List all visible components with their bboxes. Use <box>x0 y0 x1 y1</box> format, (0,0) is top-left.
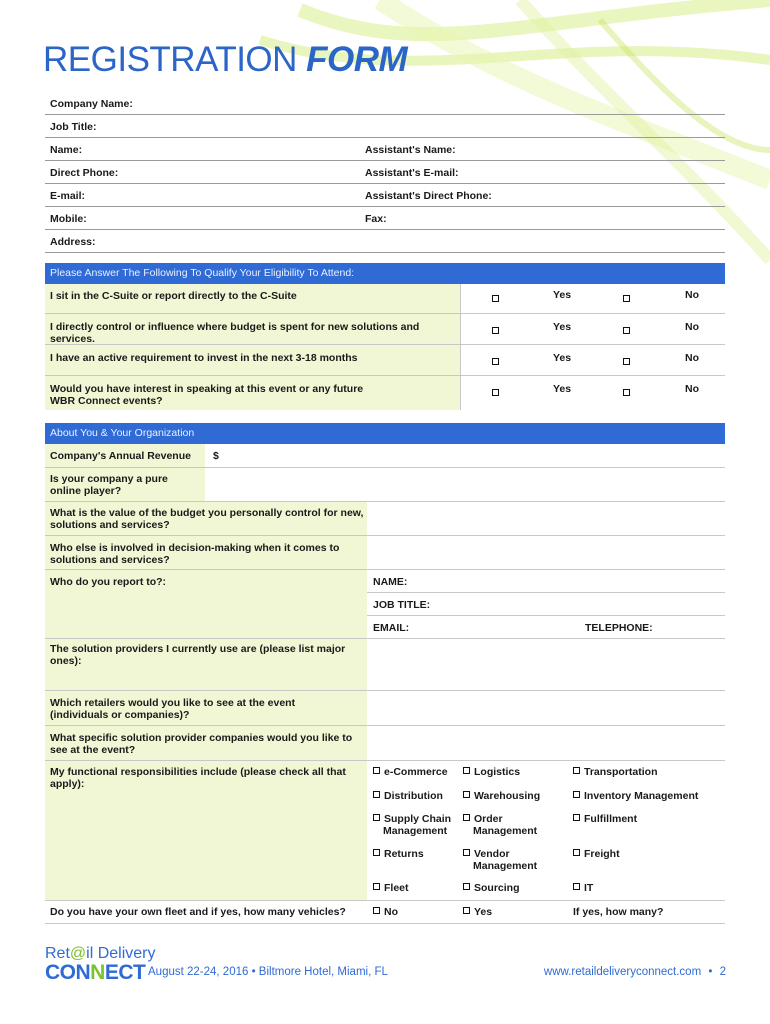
page-number: 2 <box>719 966 726 978</box>
option-fleet-label: Fleet <box>384 882 409 894</box>
rep-name-label: NAME: <box>373 576 408 588</box>
email-label: E-mail: <box>50 190 86 202</box>
checkbox-icon[interactable] <box>373 849 380 856</box>
name-field[interactable] <box>45 160 725 161</box>
q4-no-label: No <box>685 383 699 395</box>
option-distribution-label: Distribution <box>384 790 443 802</box>
logo-text-1b: il Delivery <box>86 945 156 962</box>
rep-name-field[interactable] <box>367 592 725 593</box>
option-logistics[interactable] <box>463 766 520 778</box>
checkbox-icon[interactable] <box>373 767 380 774</box>
q4-no-checkbox[interactable] <box>623 389 630 396</box>
option-fulfillment[interactable] <box>573 813 637 825</box>
option-freight-label: Freight <box>584 848 620 860</box>
q3-yes-label: Yes <box>553 352 572 364</box>
rep-email-label: EMAIL: <box>373 622 410 634</box>
provider-companies-label: What specific solution provider companies would you like to see at the event? <box>50 732 353 756</box>
solution-providers-label: The solution providers I currently use are (please list major ones): <box>50 643 346 667</box>
option-distribution[interactable] <box>373 790 443 802</box>
option-order-management[interactable] <box>463 813 537 837</box>
checkbox-icon[interactable] <box>463 849 470 856</box>
option-vendor-label-2: Management <box>473 860 538 872</box>
checkbox-icon[interactable] <box>573 767 580 774</box>
fleet-no-label: No <box>384 906 398 918</box>
option-inventory-label: Inventory Management <box>584 790 699 802</box>
option-warehousing[interactable] <box>463 790 540 802</box>
fleet-no-option[interactable] <box>373 906 398 918</box>
fleet-count-field[interactable] <box>45 923 725 924</box>
option-ecommerce-label: e-Commerce <box>384 766 448 778</box>
option-supply-chain-label: Supply Chain <box>384 813 452 825</box>
about-section-header: About You & Your Organization <box>45 423 725 444</box>
option-warehousing-label: Warehousing <box>474 790 541 802</box>
option-transportation-label: Transportation <box>584 766 658 778</box>
q3-yes-checkbox[interactable] <box>492 358 499 365</box>
logo-at-sign: @ <box>69 945 87 962</box>
q3-no-label: No <box>685 352 699 364</box>
functional-label: My functional responsibilities include (please check all that apply): <box>50 766 346 790</box>
qualify-section-header: Please Answer The Following To Qualify Your Eligibility To Attend: <box>45 263 725 284</box>
q4-yes-label: Yes <box>553 383 572 395</box>
option-sourcing-label: Sourcing <box>474 882 520 894</box>
mobile-field[interactable] <box>45 229 725 230</box>
job-title-label: Job Title: <box>50 121 97 133</box>
checkbox-icon[interactable] <box>463 791 470 798</box>
option-supply-chain-label-2: Management <box>383 825 448 837</box>
qualify-question-1: I sit in the C-Suite or report directly to the C-Suite <box>50 290 297 302</box>
option-order-label: Order <box>474 813 503 825</box>
checkbox-icon[interactable] <box>573 849 580 856</box>
checkbox-icon[interactable] <box>573 814 580 821</box>
title-part-form: FORM <box>306 40 408 79</box>
page-separator: • <box>708 966 713 978</box>
page-title <box>43 40 407 80</box>
qualify-question-3: I have an active requirement to invest in the next 3-18 months <box>50 352 358 364</box>
checkbox-icon[interactable] <box>373 883 380 890</box>
column-divider <box>460 284 461 410</box>
option-sourcing[interactable] <box>463 882 520 894</box>
budget-value-label: What is the value of the budget you personally control for new, solutions and services? <box>50 507 364 531</box>
fleet-yes-label: Yes <box>474 906 493 918</box>
job-title-field[interactable] <box>45 137 725 138</box>
direct-phone-field[interactable] <box>45 183 725 184</box>
qualify-question-2: I directly control or influence where budget is spent for new solutions and services. <box>50 321 420 345</box>
option-logistics-label: Logistics <box>474 766 521 778</box>
q2-no-checkbox[interactable] <box>623 327 630 334</box>
fleet-question-label: Do you have your own fleet and if yes, how many vehicles? <box>50 906 346 918</box>
direct-phone-label: Direct Phone: <box>50 167 119 179</box>
row-divider <box>45 313 725 314</box>
how-many-label: If yes, how many? <box>573 906 664 918</box>
name-label: Name: <box>50 144 83 156</box>
assistant-email-label: Assistant's E-mail: <box>365 167 459 179</box>
option-order-label-2: Management <box>473 825 538 837</box>
decision-making-label: Who else is involved in decision-making when it comes to solutions and services? <box>50 542 340 566</box>
option-it[interactable] <box>573 882 593 894</box>
checkbox-icon[interactable] <box>573 791 580 798</box>
address-field[interactable] <box>45 252 725 253</box>
q1-yes-checkbox[interactable] <box>492 295 499 302</box>
dollar-sign: $ <box>213 450 219 462</box>
checkbox-icon[interactable] <box>373 814 380 821</box>
option-inventory[interactable] <box>573 790 698 802</box>
rep-job-title-field[interactable] <box>367 615 725 616</box>
retailers-label: Which retailers would you like to see at the event (individuals or companies)? <box>50 697 296 721</box>
option-vendor-label: Vendor <box>474 848 510 860</box>
rep-telephone-label: TELEPHONE: <box>585 622 653 634</box>
option-ecommerce[interactable] <box>373 766 448 778</box>
address-label: Address: <box>50 236 96 248</box>
rep-job-title-label: JOB TITLE: <box>373 599 431 611</box>
company-name-label: Company Name: <box>50 98 133 110</box>
option-fleet[interactable] <box>373 882 409 894</box>
logo-text-2b: ECT <box>104 961 146 984</box>
checkbox-icon[interactable] <box>373 907 380 914</box>
event-details: August 22-24, 2016 • Biltmore Hotel, Miami, FL <box>148 966 388 978</box>
q2-no-label: No <box>685 321 699 333</box>
checkbox-icon[interactable] <box>463 883 470 890</box>
retail-delivery-connect-logo <box>45 946 156 984</box>
q1-no-label: No <box>685 289 699 301</box>
assistant-direct-phone-label: Assistant's Direct Phone: <box>365 190 492 202</box>
title-part-registration: REGISTRATION <box>43 40 297 79</box>
report-to-label: Who do you report to?: <box>50 576 167 588</box>
option-transportation[interactable] <box>573 766 658 778</box>
option-supply-chain[interactable] <box>373 813 451 837</box>
q4-yes-checkbox[interactable] <box>492 389 499 396</box>
option-freight[interactable] <box>573 848 620 860</box>
company-name-field[interactable] <box>45 114 725 115</box>
checkbox-icon[interactable] <box>463 767 470 774</box>
q2-yes-checkbox[interactable] <box>492 327 499 334</box>
checkbox-icon[interactable] <box>573 883 580 890</box>
email-field[interactable] <box>45 206 725 207</box>
option-returns-label: Returns <box>384 848 424 860</box>
option-vendor-management[interactable] <box>463 848 537 872</box>
option-it-label: IT <box>584 882 594 894</box>
fleet-yes-option[interactable] <box>463 906 492 918</box>
checkbox-icon[interactable] <box>463 907 470 914</box>
row-divider <box>45 375 725 376</box>
q1-no-checkbox[interactable] <box>623 295 630 302</box>
checkbox-icon[interactable] <box>373 791 380 798</box>
fax-label: Fax: <box>365 213 387 225</box>
option-returns[interactable] <box>373 848 424 860</box>
q2-yes-label: Yes <box>553 321 572 333</box>
option-fulfillment-label: Fulfillment <box>584 813 638 825</box>
q1-yes-label: Yes <box>553 289 572 301</box>
mobile-label: Mobile: <box>50 213 87 225</box>
logo-text-1a: Ret <box>45 945 70 962</box>
q3-no-checkbox[interactable] <box>623 358 630 365</box>
row-divider <box>45 344 725 345</box>
footer-url-page <box>544 966 726 978</box>
row-divider <box>45 900 725 901</box>
checkbox-icon[interactable] <box>463 814 470 821</box>
annual-revenue-label: Company's Annual Revenue <box>50 450 191 462</box>
website-link[interactable]: www.retaildeliveryconnect.com <box>543 966 702 978</box>
logo-text-2a: CON <box>45 961 91 984</box>
assistant-name-label: Assistant's Name: <box>365 144 456 156</box>
pure-online-label: Is your company a pure online player? <box>50 473 168 497</box>
logo-text-2n: N <box>90 961 105 984</box>
qualify-question-4: Would you have interest in speaking at this event or any future WBR Connect events? <box>50 383 364 407</box>
